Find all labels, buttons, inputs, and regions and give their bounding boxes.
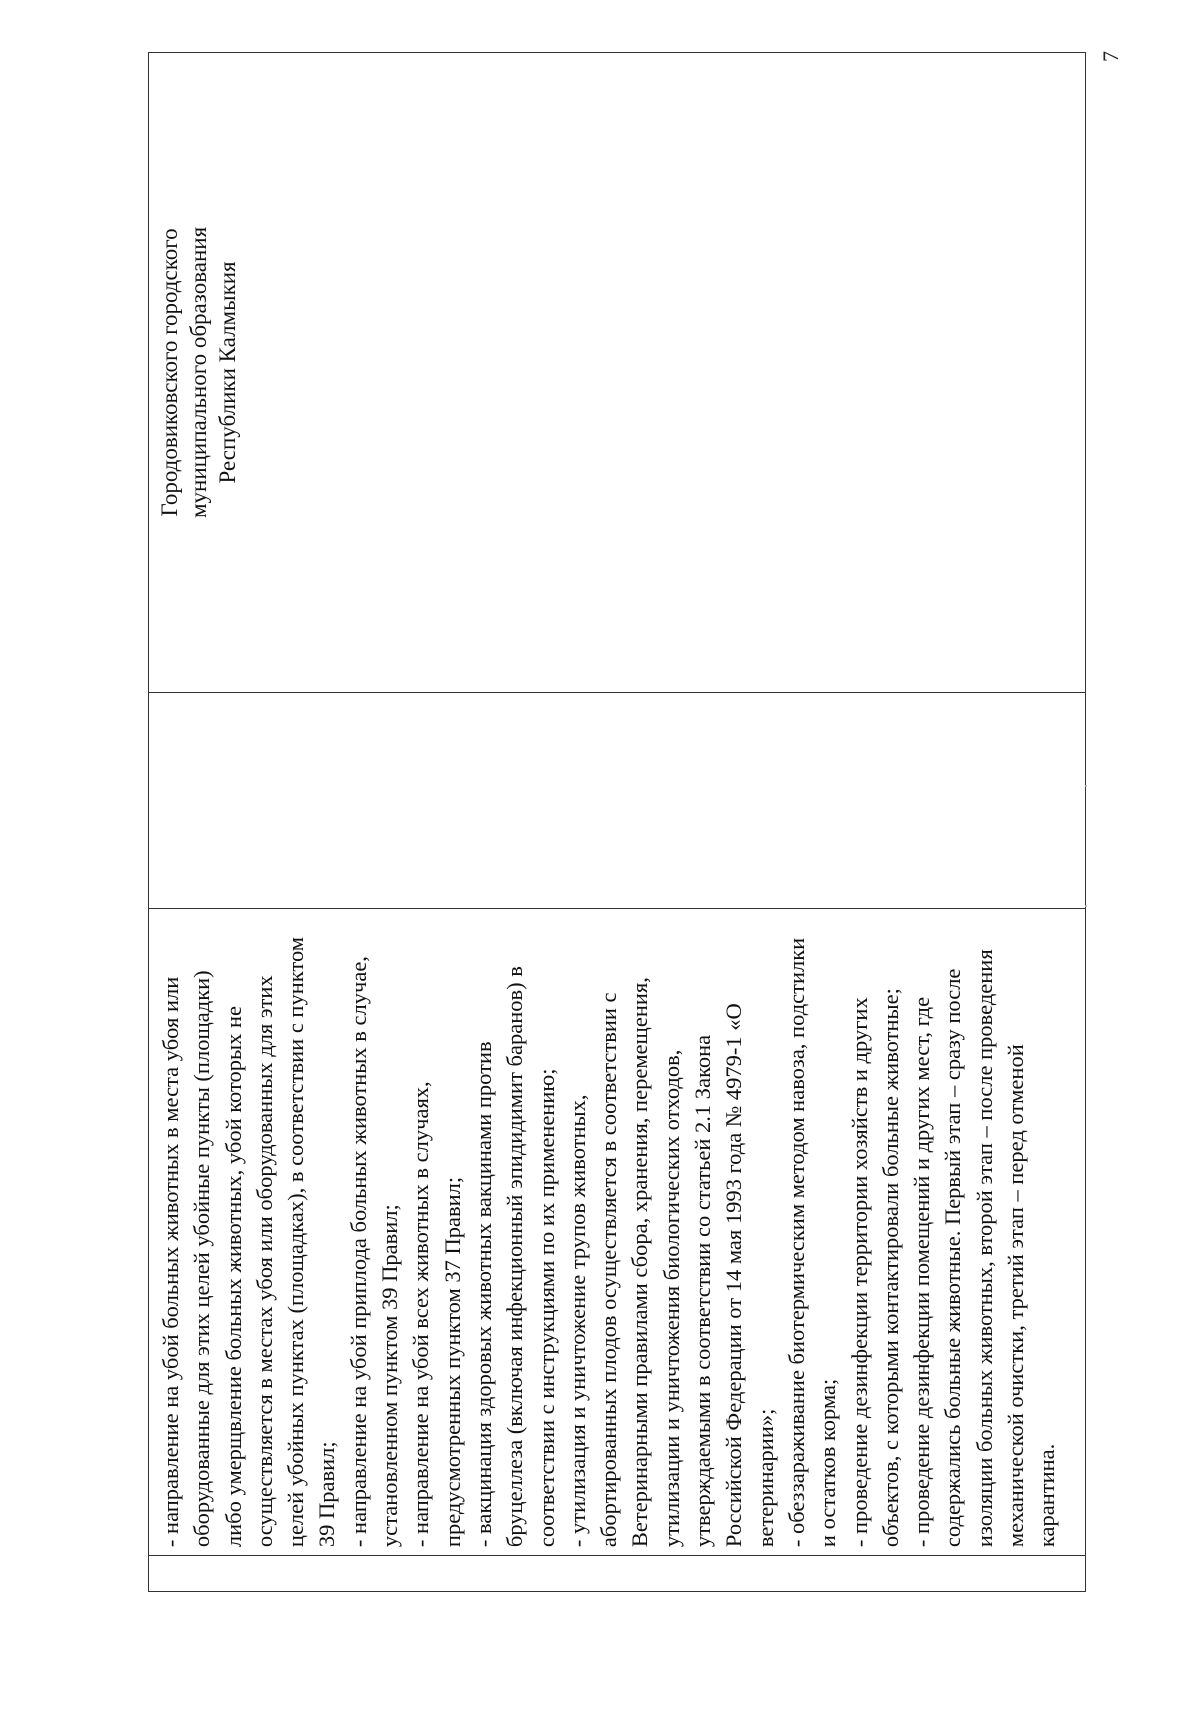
measure-line: бруцеллеза (включая инфекционный эпидидимит баранов) в bbox=[502, 966, 528, 1548]
page-number: 7 bbox=[1098, 51, 1123, 62]
measure-line: установленном пунктом 39 Правил; bbox=[377, 1204, 403, 1548]
measure-line: либо умерщвление больных животных, убой которых не bbox=[220, 1005, 246, 1548]
measure-line: - обеззараживание биотермическим методом навоза, подстилки bbox=[783, 937, 809, 1548]
measure-line: Ветеринарными правилами сбора, хранения, перемещения, bbox=[627, 977, 653, 1548]
measure-line: ветеринарии»; bbox=[752, 1408, 778, 1548]
measure-line: и остатков корма; bbox=[815, 1378, 841, 1548]
measure-line: утилизации и уничтожения биологических отходов, bbox=[658, 1049, 684, 1548]
scan-speck bbox=[1085, 905, 1087, 907]
measure-line: механической очистки, третий этап – перед отменой bbox=[1003, 1044, 1029, 1548]
table-cell-deadline bbox=[149, 692, 1086, 908]
measure-line: предусмотренных пунктом 37 Правил; bbox=[439, 1176, 465, 1548]
responsible-organization bbox=[149, 53, 242, 692]
measure-line: - направление на убой приплода больных животных в случае, bbox=[345, 956, 371, 1548]
organization-line: муниципального образования bbox=[186, 226, 211, 519]
organization-line: Городовиковского городского bbox=[157, 228, 182, 517]
organization-line: Республики Калмыкия bbox=[215, 261, 240, 484]
measures-table bbox=[148, 52, 1086, 1592]
measure-line: оборудованные для этих целей убойные пункты (площадки) bbox=[189, 970, 215, 1548]
table-row bbox=[149, 53, 1086, 1592]
table-cell-number bbox=[149, 1556, 1086, 1592]
measure-line: - проведение дезинфекции территории хозяйств и других bbox=[846, 997, 872, 1548]
measure-line: Российской Федерации от 14 мая 1993 года № 4979-1 «О bbox=[721, 1003, 747, 1548]
measure-line: абортированных плодов осуществляется в соответствии с bbox=[596, 992, 622, 1548]
measure-line: осуществляется в местах убоя или оборудованных для этих bbox=[251, 975, 277, 1548]
measures-text bbox=[149, 909, 1063, 1555]
measure-line: 39 Правил; bbox=[314, 1441, 340, 1548]
measure-line: соответствии с инструкциями по их применению; bbox=[533, 1068, 559, 1548]
measure-line: карантина. bbox=[1034, 1443, 1060, 1548]
measure-line: - направление на убой всех животных в случаях, bbox=[408, 1081, 434, 1548]
table-cell-responsible bbox=[149, 53, 1086, 693]
measure-line: целей убойных пунктах (площадках), в соответствии с пунктом bbox=[283, 937, 309, 1548]
measure-line: содержались больные животные. Первый этап – сразу после bbox=[940, 968, 966, 1548]
measure-line: объектов, с которыми контактировали больные животные; bbox=[877, 988, 903, 1548]
measure-line: утверждаемыми в соответствии со статьей 2.1 Закона bbox=[690, 1034, 716, 1548]
measure-line: - проведение дезинфекции помещений и других мест, где bbox=[909, 996, 935, 1548]
table-cell-measures bbox=[149, 909, 1086, 1556]
document-table-rotated bbox=[148, 52, 1086, 1592]
measure-line: - утилизация и уничтожение трупов животных, bbox=[564, 1094, 590, 1548]
measure-line: - вакцинация здоровых животных вакцинами против bbox=[470, 1041, 496, 1548]
measure-line: изоляции больных животных, второй этап – после проведения bbox=[971, 949, 997, 1548]
scan-speck bbox=[1085, 785, 1087, 787]
measure-line: - направление на убой больных животных в места убоя или bbox=[158, 976, 183, 1548]
